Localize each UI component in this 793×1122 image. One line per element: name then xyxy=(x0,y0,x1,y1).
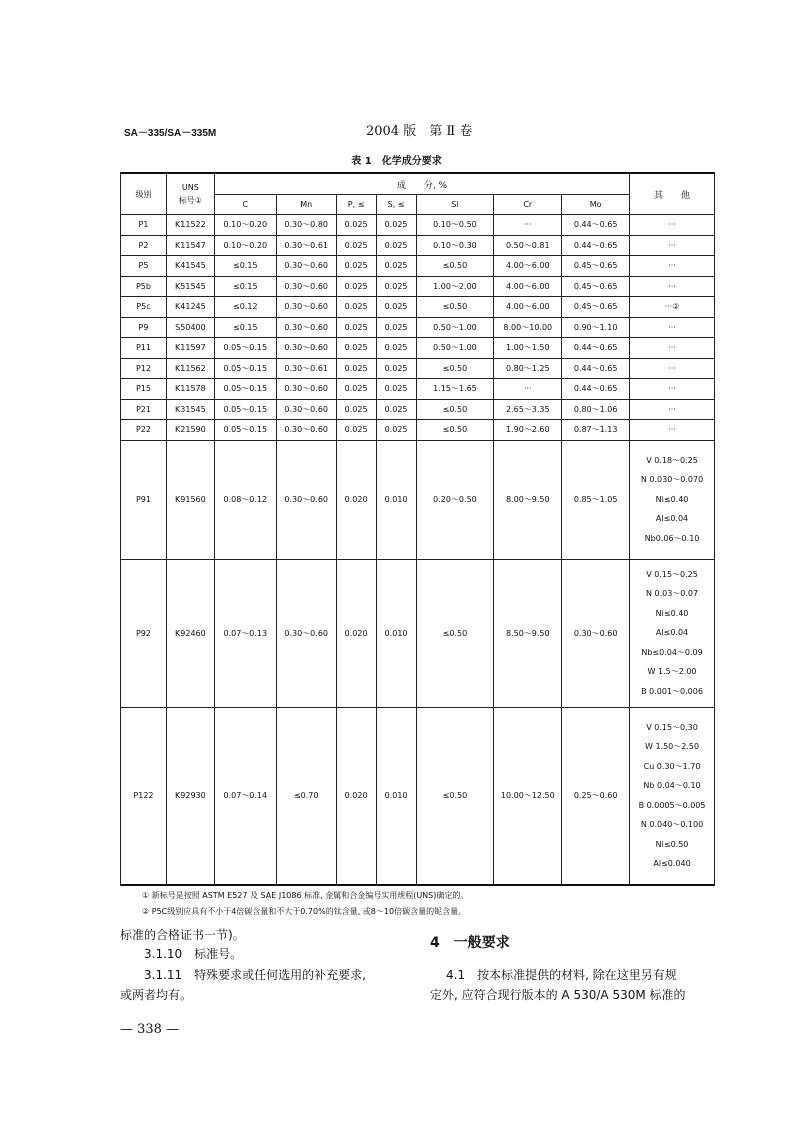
cell-grade: P1 xyxy=(121,215,167,236)
table-row xyxy=(121,256,715,277)
body-text-line: 定外, 应符合现行版本的 A 530/A 530M 标准的 xyxy=(430,988,686,1002)
other-element-limit: N 0.030～0.070 xyxy=(640,475,704,485)
running-header-left: SA－335/SA－335M xyxy=(124,128,217,139)
other-element-limit: ··· xyxy=(668,240,676,250)
cell-s: 0.010 xyxy=(376,559,416,707)
table-row xyxy=(121,379,715,400)
other-element-limit: ··· xyxy=(668,322,676,332)
cell-uns: K11562 xyxy=(166,358,214,379)
body-text-line: 或两者均有。 xyxy=(120,988,193,1002)
header-composition: 成 分, % xyxy=(214,173,629,195)
other-element-limit: W 1.5～2.00 xyxy=(647,667,697,677)
other-element-limit: N 0.040～0.100 xyxy=(640,820,704,829)
table-row xyxy=(121,235,715,256)
cell-cr: 4.00～6.00 xyxy=(494,256,562,277)
cell-mn: 0.30～0.60 xyxy=(276,399,336,420)
cell-grade: P22 xyxy=(121,420,167,441)
cell-s: 0.025 xyxy=(376,358,416,379)
other-element-limit: B 0.001～0.006 xyxy=(641,686,703,696)
cell-c: 0.10～0.20 xyxy=(214,235,276,256)
cell-grade: P5b xyxy=(121,276,167,297)
cell-mo: 0.45～0.65 xyxy=(562,256,630,277)
cell-grade: P122 xyxy=(121,707,167,885)
other-element-limit: B 0.0005～0.005 xyxy=(638,800,706,810)
cell-si: ≤0.50 xyxy=(416,399,494,420)
cell-p: 0.020 xyxy=(336,440,376,559)
cell-other xyxy=(630,420,715,441)
cell-mn: 0.30～0.61 xyxy=(276,235,336,256)
cell-grade: P5c xyxy=(121,297,167,318)
cell-cr: 10.00～12.50 xyxy=(494,707,562,885)
table-caption: 表 1 化学成分要求 xyxy=(351,156,442,167)
cell-other xyxy=(630,338,715,359)
cell-other xyxy=(630,235,715,256)
cell-mo: 0.44～0.65 xyxy=(562,215,630,236)
cell-c: 0.05～0.15 xyxy=(214,358,276,379)
cell-c: 0.07～0.13 xyxy=(214,559,276,707)
cell-p: 0.020 xyxy=(336,707,376,885)
cell-mn: ≤0.70 xyxy=(276,707,336,885)
other-element-limit: Al≤0.040 xyxy=(653,859,691,868)
header-other: 其 他 xyxy=(630,173,715,215)
cell-mo: 0.45～0.65 xyxy=(562,297,630,318)
cell-other xyxy=(630,317,715,338)
cell-c: 0.05～0.15 xyxy=(214,399,276,420)
cell-s: 0.010 xyxy=(376,707,416,885)
cell-si: 0.50～1.00 xyxy=(416,338,494,359)
cell-other xyxy=(630,215,715,236)
cell-mn: 0.30～0.60 xyxy=(276,276,336,297)
cell-uns: K11522 xyxy=(166,215,214,236)
cell-si: 0.10～0.30 xyxy=(416,235,494,256)
body-text-line: 标准的合格证书一节)。 xyxy=(120,928,245,942)
cell-p: 0.025 xyxy=(336,338,376,359)
table-row xyxy=(121,707,715,885)
cell-cr: 8.50～9.50 xyxy=(494,559,562,707)
header-mo: Mo xyxy=(562,195,630,215)
cell-c: 0.08～0.12 xyxy=(214,440,276,559)
cell-other xyxy=(630,256,715,277)
table-row xyxy=(121,399,715,420)
cell-p: 0.025 xyxy=(336,358,376,379)
body-text-line: 3.1.10 标准号。 xyxy=(144,947,243,961)
cell-si: ≤0.50 xyxy=(416,707,494,885)
cell-uns: K92930 xyxy=(166,707,214,885)
cell-s: 0.025 xyxy=(376,215,416,236)
cell-si: ≤0.50 xyxy=(416,297,494,318)
cell-uns: K11578 xyxy=(166,379,214,400)
table-row xyxy=(121,440,715,559)
other-element-limit: ··· xyxy=(668,343,676,352)
cell-mn: 0.30～0.60 xyxy=(276,338,336,359)
other-element-limit: ···② xyxy=(664,302,680,311)
cell-mo: 0.45～0.65 xyxy=(562,276,630,297)
cell-p: 0.025 xyxy=(336,215,376,236)
cell-c: 0.10～0.20 xyxy=(214,215,276,236)
cell-uns: K21590 xyxy=(166,420,214,441)
cell-mn: 0.30～0.60 xyxy=(276,440,336,559)
cell-si: ≤0.50 xyxy=(416,358,494,379)
cell-uns: K41545 xyxy=(166,256,214,277)
other-element-limit: W 1.50～2.50 xyxy=(644,742,700,751)
page-number: — 338 — xyxy=(120,1022,180,1037)
other-element-limit: Nb≤0.04～0.09 xyxy=(641,647,703,657)
cell-uns: S50400 xyxy=(166,317,214,338)
cell-c: 0.07～0.14 xyxy=(214,707,276,885)
cell-other xyxy=(630,559,715,707)
header-c: C xyxy=(214,195,276,215)
cell-cr: ··· xyxy=(494,215,562,236)
cell-uns: K51545 xyxy=(166,276,214,297)
cell-grade: P92 xyxy=(121,559,167,707)
cell-mo: 0.25～0.60 xyxy=(562,707,630,885)
cell-si: ≤0.50 xyxy=(416,559,494,707)
table-row xyxy=(121,276,715,297)
section-heading: 4 一般要求 xyxy=(430,935,510,951)
table-row xyxy=(121,297,715,318)
other-element-limit: ··· xyxy=(668,384,676,393)
body-text-line: 3.1.11 特殊要求或任何选用的补充要求, xyxy=(144,968,366,982)
cell-mn: 0.30～0.60 xyxy=(276,297,336,318)
cell-mn: 0.30～0.80 xyxy=(276,215,336,236)
cell-p: 0.025 xyxy=(336,317,376,338)
other-element-limit: ··· xyxy=(668,425,676,434)
header-grade: 级别 xyxy=(121,173,167,215)
cell-si: 0.50～1.00 xyxy=(416,317,494,338)
other-element-limit: Ni≤0.40 xyxy=(655,494,689,504)
cell-s: 0.010 xyxy=(376,440,416,559)
other-element-limit: V 0.15～0.30 xyxy=(646,722,698,732)
cell-mo: 0.44～0.65 xyxy=(562,338,630,359)
body-text-line: 4.1 按本标准提供的材料, 除在这里另有规 xyxy=(446,968,677,982)
table-row xyxy=(121,215,715,236)
cell-cr: 0.50～0.81 xyxy=(494,235,562,256)
other-element-limit: N 0.03～0.07 xyxy=(645,589,699,599)
cell-cr: 1.90～2.60 xyxy=(494,420,562,441)
cell-other xyxy=(630,440,715,559)
cell-uns: K11597 xyxy=(166,338,214,359)
cell-uns: K92460 xyxy=(166,559,214,707)
cell-mo: 0.80～1.06 xyxy=(562,399,630,420)
cell-grade: P11 xyxy=(121,338,167,359)
cell-si: 1.00～2.00 xyxy=(416,276,494,297)
other-element-limit: Ni≤0.40 xyxy=(655,608,689,618)
other-element-limit: Cu 0.30～1.70 xyxy=(643,761,701,771)
table-row xyxy=(121,420,715,441)
other-element-limit: Al≤0.04 xyxy=(655,628,689,638)
other-element-limit: Nb 0.04～0.10 xyxy=(643,781,701,790)
cell-mo: 0.90～1.10 xyxy=(562,317,630,338)
cell-uns: K11547 xyxy=(166,235,214,256)
cell-mn: 0.30～0.60 xyxy=(276,317,336,338)
cell-si: 0.20～0.50 xyxy=(416,440,494,559)
cell-cr: 4.00～6.00 xyxy=(494,297,562,318)
table-row xyxy=(121,338,715,359)
cell-uns: K91560 xyxy=(166,440,214,559)
header-si: Si xyxy=(416,195,494,215)
cell-s: 0.025 xyxy=(376,379,416,400)
other-element-limit: V 0.15～0.25 xyxy=(646,569,698,579)
header-s: S, ≤ xyxy=(376,195,416,215)
header-mn: Mn xyxy=(276,195,336,215)
other-element-limit: ··· xyxy=(668,281,676,291)
cell-grade: P2 xyxy=(121,235,167,256)
cell-s: 0.025 xyxy=(376,297,416,318)
cell-cr: 0.80～1.25 xyxy=(494,358,562,379)
cell-cr: 2.65～3.35 xyxy=(494,399,562,420)
cell-p: 0.025 xyxy=(336,256,376,277)
cell-c: ≤0.15 xyxy=(214,317,276,338)
cell-mo: 0.44～0.65 xyxy=(562,379,630,400)
cell-c: ≤0.12 xyxy=(214,297,276,318)
cell-cr: 8.00～9.50 xyxy=(494,440,562,559)
cell-other xyxy=(630,379,715,400)
table-row xyxy=(121,559,715,707)
cell-grade: P5 xyxy=(121,256,167,277)
other-element-limit: ··· xyxy=(668,404,676,414)
cell-cr: 4.00～6.00 xyxy=(494,276,562,297)
cell-p: 0.020 xyxy=(336,559,376,707)
cell-p: 0.025 xyxy=(336,235,376,256)
cell-s: 0.025 xyxy=(376,235,416,256)
table-row xyxy=(121,317,715,338)
cell-p: 0.025 xyxy=(336,399,376,420)
cell-grade: P9 xyxy=(121,317,167,338)
table-row xyxy=(121,358,715,379)
header-p: P, ≤ xyxy=(336,195,376,215)
other-element-limit: ··· xyxy=(668,363,676,373)
cell-p: 0.025 xyxy=(336,297,376,318)
cell-other xyxy=(630,399,715,420)
cell-cr: 8.00～10.00 xyxy=(494,317,562,338)
cell-c: 0.05～0.15 xyxy=(214,379,276,400)
other-element-limit: V 0.18～0.25 xyxy=(646,455,698,465)
cell-mn: 0.30～0.60 xyxy=(276,256,336,277)
cell-other xyxy=(630,276,715,297)
cell-cr: ··· xyxy=(494,379,562,400)
other-element-limit: ··· xyxy=(668,220,676,229)
cell-mn: 0.30～0.61 xyxy=(276,358,336,379)
cell-s: 0.025 xyxy=(376,399,416,420)
chemical-composition-table xyxy=(120,172,715,886)
cell-grade: P15 xyxy=(121,379,167,400)
cell-s: 0.025 xyxy=(376,317,416,338)
cell-s: 0.025 xyxy=(376,276,416,297)
cell-mo: 0.30～0.60 xyxy=(562,559,630,707)
cell-other xyxy=(630,358,715,379)
cell-p: 0.025 xyxy=(336,420,376,441)
cell-other xyxy=(630,297,715,318)
other-element-limit: Ni≤0.50 xyxy=(655,839,689,849)
cell-c: ≤0.15 xyxy=(214,256,276,277)
cell-grade: P12 xyxy=(121,358,167,379)
cell-p: 0.025 xyxy=(336,276,376,297)
header-cr: Cr xyxy=(494,195,562,215)
cell-mo: 0.85～1.05 xyxy=(562,440,630,559)
cell-other xyxy=(630,707,715,885)
cell-grade: P91 xyxy=(121,440,167,559)
cell-p: 0.025 xyxy=(336,379,376,400)
cell-s: 0.025 xyxy=(376,338,416,359)
other-element-limit: Al≤0.04 xyxy=(655,514,689,524)
cell-c: ≤0.15 xyxy=(214,276,276,297)
cell-mn: 0.30～0.60 xyxy=(276,379,336,400)
cell-c: 0.05～0.15 xyxy=(214,338,276,359)
footnote-1: ① 新标号是按照 ASTM E527 及 SAE J1086 标准, 金属和合金编号实用规程(UNS)确定的。 xyxy=(142,891,469,900)
cell-mo: 0.87～1.13 xyxy=(562,420,630,441)
cell-s: 0.025 xyxy=(376,256,416,277)
other-element-limit: ··· xyxy=(668,261,676,270)
cell-uns: K41245 xyxy=(166,297,214,318)
cell-s: 0.025 xyxy=(376,420,416,441)
cell-si: 1.15～1.65 xyxy=(416,379,494,400)
running-header-center: 2004 版 第 Ⅱ 卷 xyxy=(366,124,473,139)
cell-cr: 1.00～1.50 xyxy=(494,338,562,359)
cell-mn: 0.30～0.60 xyxy=(276,559,336,707)
cell-mo: 0.44～0.65 xyxy=(562,235,630,256)
cell-si: ≤0.50 xyxy=(416,256,494,277)
cell-grade: P21 xyxy=(121,399,167,420)
other-element-limit: Nb0.06～0.10 xyxy=(644,533,700,543)
footnote-2: ② P5C级别应具有不小于4倍碳含量和不大于0.70%的钛含量, 或8～10倍碳含量的铌含量。 xyxy=(142,907,467,916)
cell-c: 0.05～0.15 xyxy=(214,420,276,441)
header-uns: UNS 标号① xyxy=(166,173,214,215)
cell-mn: 0.30～0.60 xyxy=(276,420,336,441)
cell-si: 0.10～0.50 xyxy=(416,215,494,236)
cell-uns: K31545 xyxy=(166,399,214,420)
cell-mo: 0.44～0.65 xyxy=(562,358,630,379)
cell-si: ≤0.50 xyxy=(416,420,494,441)
